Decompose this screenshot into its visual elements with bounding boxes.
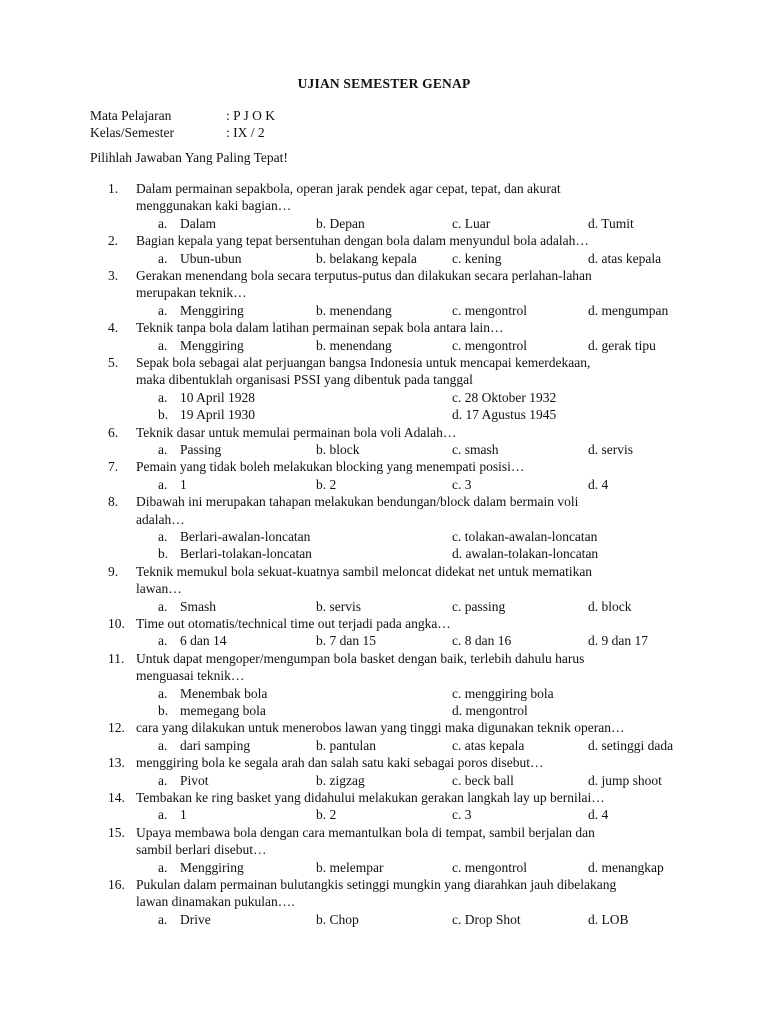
option-text: b. 2: [316, 476, 337, 492]
answer-option: [158, 702, 266, 720]
question-text: lawan dinamakan pukulan….: [136, 894, 295, 910]
question-text: cara yang dilakukan untuk menerobos lawan yang tinggi maka digunakan teknik operan…: [136, 720, 625, 736]
option-letter: a.: [158, 598, 168, 614]
option-text: Berlari-tolakan-loncatan: [180, 546, 312, 562]
answer-option: [588, 598, 632, 616]
answer-option: [588, 441, 633, 459]
option-text: 10 April 1928: [180, 389, 256, 405]
answer-option: [588, 737, 673, 755]
question-text: lawan…: [136, 581, 182, 597]
option-text: b. zigzag: [316, 772, 365, 788]
option-text: c. kening: [452, 250, 502, 266]
option-text: b. Depan: [316, 215, 365, 231]
answer-option: [158, 806, 187, 824]
question-text: menggiring bola ke segala arah dan salah satu kaki sebagai poros disebut…: [136, 755, 544, 771]
option-letter: a.: [158, 389, 168, 405]
answer-option: [158, 911, 211, 929]
question-text: merupakan teknik…: [136, 285, 247, 301]
option-text: c. menggiring bola: [452, 685, 554, 701]
answer-option: [158, 737, 250, 755]
option-text: d. 4: [588, 807, 609, 823]
option-text: Smash: [180, 598, 217, 614]
question-number: 5.: [108, 355, 119, 370]
option-text: d. block: [588, 598, 632, 614]
answer-option: [316, 911, 359, 929]
question-number: 16.: [108, 877, 125, 892]
answer-option: [588, 859, 664, 877]
answer-option: [316, 598, 361, 616]
answer-option: [588, 302, 668, 320]
option-text: c. 3: [452, 476, 472, 492]
question-number: 8.: [108, 494, 119, 510]
meta-value: : IX / 2: [226, 125, 265, 140]
question-number: 10.: [108, 616, 125, 631]
answer-option: [316, 215, 365, 233]
answer-option: [158, 598, 216, 616]
option-text: b. menendang: [316, 302, 392, 318]
question-text: maka dibentuklah organisasi PSSI yang dibentuk pada tanggal: [136, 372, 473, 388]
answer-option: [588, 215, 634, 233]
question-text: Untuk dapat mengoper/mengumpan bola basket dengan baik, terlebih dahulu harus: [136, 650, 585, 666]
answer-option: [158, 337, 244, 355]
answer-option: [452, 215, 490, 233]
option-text: d. awalan-tolakan-loncatan: [452, 546, 599, 562]
answer-option: [316, 859, 383, 877]
instruction: Pilihlah Jawaban Yang Paling Tepat!: [90, 150, 288, 165]
question-text: Teknik dasar untuk memulai permainan bola voli Adalah…: [136, 424, 457, 440]
option-text: d. LOB: [588, 911, 629, 927]
option-letter: a.: [158, 337, 168, 353]
answer-option: [588, 806, 608, 824]
question-text: menggunakan kaki bagian…: [136, 198, 292, 214]
answer-option: [316, 632, 376, 650]
option-letter: b.: [158, 546, 169, 562]
answer-option: [452, 685, 554, 703]
option-text: d. mengontrol: [452, 702, 528, 718]
option-letter: a.: [158, 302, 168, 318]
question-text: adalah…: [136, 511, 185, 527]
option-text: c. mengontrol: [452, 859, 527, 875]
answer-option: [316, 806, 336, 824]
option-text: memegang bola: [180, 702, 266, 718]
meta-value: : P J O K: [226, 108, 276, 123]
answer-option: [158, 250, 242, 268]
option-text: b. 7 dan 15: [316, 633, 376, 649]
answer-option: [158, 441, 221, 459]
answer-option: [452, 806, 472, 824]
option-letter: a.: [158, 807, 168, 823]
answer-option: [452, 911, 521, 929]
question-text: Time out otomatis/technical time out terjadi pada angka…: [136, 616, 451, 631]
question-text: menguasai teknik…: [136, 668, 245, 684]
option-text: d. atas kepala: [588, 250, 662, 266]
option-text: b. Chop: [316, 911, 359, 927]
option-text: d. servis: [588, 441, 633, 457]
option-text: b. belakang kepala: [316, 250, 417, 266]
option-text: c. beck ball: [452, 772, 514, 788]
answer-option: [588, 337, 656, 355]
answer-option: [316, 337, 392, 355]
question-text: Tembakan ke ring basket yang didahului melakukan gerakan langkah lay up bernilai…: [136, 790, 605, 805]
option-text: Dalam: [180, 215, 216, 231]
answer-option: [158, 389, 255, 407]
answer-option: [452, 389, 556, 407]
option-letter: a.: [158, 859, 168, 875]
option-text: d. Tumit: [588, 215, 634, 231]
option-letter: a.: [158, 476, 168, 492]
answer-option: [452, 632, 511, 650]
option-text: d. jump shoot: [588, 772, 662, 788]
question-number: 9.: [108, 563, 119, 579]
option-text: Ubun-ubun: [180, 250, 242, 266]
question-number: 2.: [108, 233, 119, 249]
option-text: b. 2: [316, 807, 337, 823]
answer-option: [316, 737, 376, 755]
question-number: 12.: [108, 720, 125, 736]
answer-option: [588, 911, 629, 929]
option-letter: a.: [158, 528, 168, 544]
option-text: d. 4: [588, 476, 609, 492]
answer-option: [316, 441, 360, 459]
question-number: 3.: [108, 268, 119, 283]
option-text: d. gerak tipu: [588, 337, 656, 353]
question-number: 11.: [108, 650, 125, 666]
option-letter: a.: [158, 685, 168, 701]
answer-option: [158, 215, 216, 233]
question-text: sambil berlari disebut…: [136, 842, 267, 858]
answer-option: [158, 545, 312, 563]
answer-option: [452, 337, 527, 355]
answer-option: [452, 406, 556, 424]
option-text: 1: [180, 476, 187, 492]
option-text: b. melempar: [316, 859, 384, 875]
option-text: b. pantulan: [316, 737, 376, 753]
answer-option: [452, 476, 472, 494]
option-letter: a.: [158, 911, 168, 927]
option-text: c. 3: [452, 807, 472, 823]
answer-option: [158, 302, 244, 320]
option-text: c. smash: [452, 441, 499, 457]
question-text: Dalam permainan sepakbola, operan jarak pendek agar cepat, tepat, dan akurat: [136, 181, 561, 196]
option-text: 1: [180, 807, 187, 823]
question-text: Upaya membawa bola dengan cara memantulkan bola di tempat, sambil berjalan dan: [136, 824, 595, 840]
meta-label: Kelas/Semester: [90, 125, 174, 140]
answer-option: [316, 772, 365, 790]
answer-option: [452, 528, 597, 546]
option-text: c. mengontrol: [452, 302, 527, 318]
answer-option: [588, 772, 662, 790]
question-text: Pemain yang tidak boleh melakukan blocking yang menempati posisi…: [136, 459, 525, 475]
option-text: Drive: [180, 911, 211, 927]
question-number: 4.: [108, 320, 119, 336]
option-text: 6 dan 14: [180, 633, 227, 649]
option-letter: a.: [158, 772, 168, 788]
question-text: Gerakan menendang bola secara terputus-putus dan dilakukan secara perlahan-lahan: [136, 268, 592, 283]
question-text: Dibawah ini merupakan tahapan melakukan bendungan/block dalam bermain voli: [136, 494, 579, 510]
answer-option: [588, 476, 608, 494]
answer-option: [158, 772, 209, 790]
option-letter: a.: [158, 633, 168, 649]
question-text: Sepak bola sebagai alat perjuangan bangsa Indonesia untuk mencapai kemerdekaan,: [136, 355, 591, 370]
question-number: 14.: [108, 790, 125, 805]
option-text: c. 8 dan 16: [452, 633, 512, 649]
option-text: b. menendang: [316, 337, 392, 353]
question-number: 6.: [108, 424, 119, 440]
answer-option: [452, 859, 527, 877]
question-text: Teknik tanpa bola dalam latihan permainan sepak bola antara lain…: [136, 320, 504, 336]
answer-option: [452, 737, 524, 755]
answer-option: [316, 476, 336, 494]
option-text: d. setinggi dada: [588, 737, 674, 753]
option-text: Menggiring: [180, 302, 244, 318]
page-title: UJIAN SEMESTER GENAP: [297, 76, 471, 91]
answer-option: [588, 632, 648, 650]
option-letter: b.: [158, 407, 169, 423]
option-text: 19 April 1930: [180, 407, 256, 423]
answer-option: [316, 250, 417, 268]
option-letter: a.: [158, 250, 168, 266]
question-text: Teknik memukul bola sekuat-kuatnya sambil meloncat didekat net untuk mematikan: [136, 563, 593, 579]
answer-option: [452, 598, 505, 616]
answer-option: [452, 772, 514, 790]
question-number: 13.: [108, 755, 125, 771]
option-text: c. 28 Oktober 1932: [452, 389, 557, 405]
option-letter: a.: [158, 215, 168, 231]
question-text: Pukulan dalam permainan bulutangkis setinggi mungkin yang diarahkan jauh dibelakang: [136, 877, 617, 892]
option-text: d. 9 dan 17: [588, 633, 648, 649]
question-text: Bagian kepala yang tepat bersentuhan dengan bola dalam menyundul bola adalah…: [136, 233, 589, 249]
option-text: dari samping: [180, 737, 251, 753]
answer-option: [588, 250, 661, 268]
option-text: Passing: [180, 441, 222, 457]
answer-option: [158, 528, 310, 546]
option-letter: b.: [158, 702, 169, 718]
option-text: d. 17 Agustus 1945: [452, 407, 557, 423]
option-text: d. mengumpan: [588, 302, 669, 318]
option-text: b. block: [316, 441, 360, 457]
question-number: 1.: [108, 181, 119, 196]
option-text: Menggiring: [180, 859, 244, 875]
answer-option: [452, 545, 598, 563]
option-text: c. atas kepala: [452, 737, 525, 753]
answer-option: [452, 702, 528, 720]
option-text: d. menangkap: [588, 859, 664, 875]
answer-option: [158, 406, 255, 424]
answer-option: [452, 302, 527, 320]
option-text: c. Luar: [452, 215, 491, 231]
answer-option: [452, 250, 502, 268]
option-text: c. tolakan-awalan-loncatan: [452, 528, 598, 544]
option-text: Menggiring: [180, 337, 244, 353]
option-text: b. servis: [316, 598, 361, 614]
answer-option: [158, 476, 187, 494]
option-text: Menembak bola: [180, 685, 268, 701]
answer-option: [158, 685, 267, 703]
answer-option: [452, 441, 499, 459]
option-text: Pivot: [180, 772, 209, 788]
meta-label: Mata Pelajaran: [90, 108, 172, 123]
option-text: c. Drop Shot: [452, 911, 521, 927]
answer-option: [158, 632, 227, 650]
question-number: 15.: [108, 824, 125, 840]
option-text: Berlari-awalan-loncatan: [180, 528, 311, 544]
answer-option: [316, 302, 392, 320]
option-letter: a.: [158, 441, 168, 457]
option-letter: a.: [158, 737, 168, 753]
option-text: c. mengontrol: [452, 337, 527, 353]
answer-option: [158, 859, 244, 877]
question-number: 7.: [108, 459, 119, 475]
option-text: c. passing: [452, 598, 506, 614]
